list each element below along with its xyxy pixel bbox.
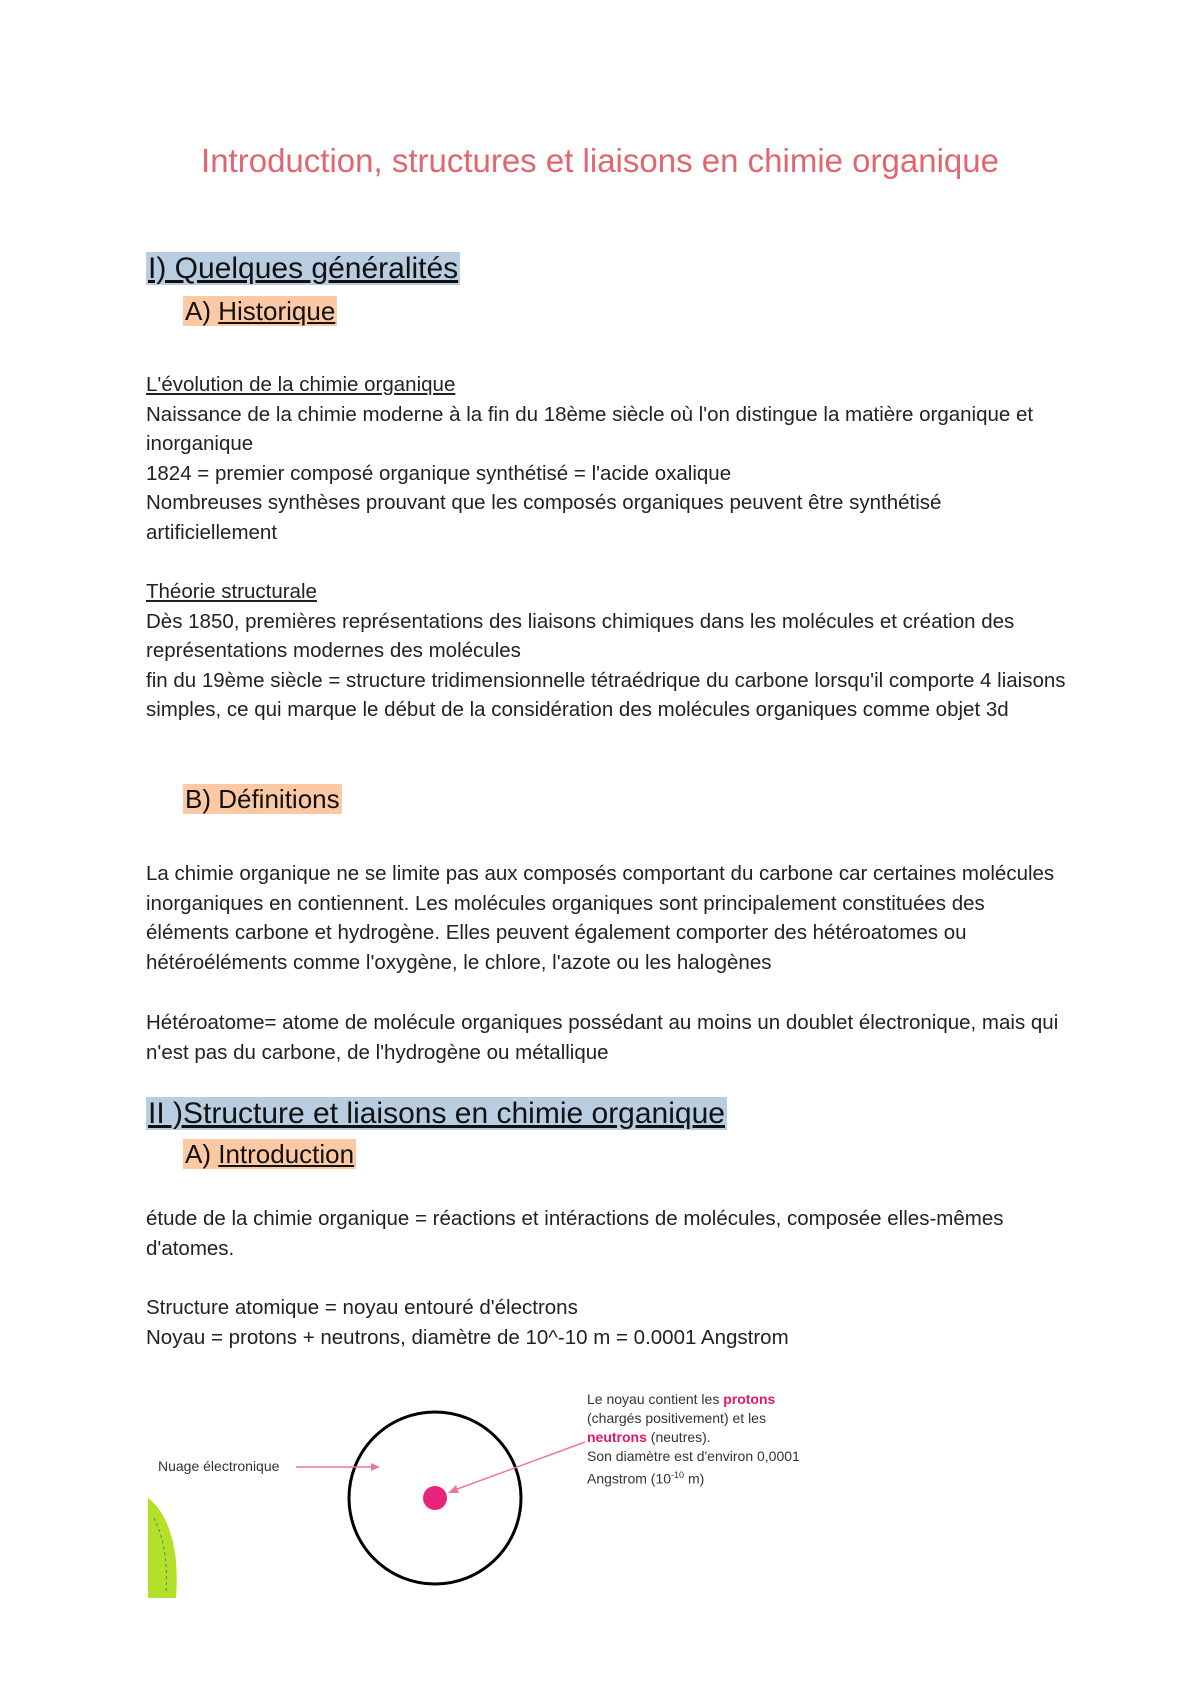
evolution-line-3: Nombreuses synthèses prouvant que les composés organiques peuvent être synthétisé artificiellement	[146, 491, 942, 544]
note-protons: protons	[723, 1391, 776, 1407]
section-2a-prefix: A)	[185, 1139, 219, 1169]
theorie-line-2: fin du 19ème siècle = structure tridimensionnelle tétraédrique du carbone lorsqu'il comporte 4 liaisons simples, ce qui marque le début de la considération des molécules organiques comme objet 3d	[146, 668, 1066, 721]
section-1-heading-text: I) Quelques généralités	[148, 252, 459, 285]
theorie-subtitle: Théorie structurale	[146, 580, 317, 603]
evolution-subtitle: L'évolution de la chimie organique	[146, 373, 456, 396]
note-text-5: m)	[684, 1470, 705, 1487]
section-1b-heading	[183, 784, 342, 815]
evolution-line-1: Naissance de la chimie moderne à la fin du 18ème siècle où l'on distingue la matière organique et inorganique	[146, 402, 1034, 455]
atom-diagram	[0, 1380, 1200, 1610]
cloud-arrow-head	[371, 1463, 380, 1471]
note-text-2: (chargés positivement) et les	[587, 1410, 766, 1426]
definitions-para-2: Hétéroatome= atome de molécule organiques possédant au moins un doublet électronique, mais qui n'est pas du carbone, de l'hydrogène ou métallique	[146, 1011, 1059, 1064]
theorie-line-1: Dès 1850, premières représentations des liaisons chimiques dans les molécules et création des représentations modernes des molécules	[146, 609, 1015, 662]
evolution-line-2: 1824 = premier composé organique synthétisé = l'acide oxalique	[146, 461, 732, 485]
atom-line-2: Noyau = protons + neutrons, diamètre de 10^-10 m = 0.0001 Angstrom	[146, 1325, 789, 1349]
section-1a-heading	[183, 296, 337, 327]
section-1-heading	[146, 252, 460, 286]
nucleus-arrow-head	[448, 1485, 459, 1493]
section-2a-label: Introduction	[218, 1139, 355, 1169]
section-2a-heading	[183, 1139, 356, 1170]
intro-para: étude de la chimie organique = réactions et intéractions de molécules, composée elles-mêmes d'atomes.	[146, 1207, 1004, 1260]
section-1b-label: B) Définitions	[185, 784, 340, 814]
note-text-4: Son diamètre est d'environ 0,0001 Angstrom (10	[587, 1448, 800, 1487]
section-1a-highlight	[183, 296, 337, 326]
document-title: Introduction, structures et liaisons en chimie organique	[201, 142, 999, 179]
note-neutrons: neutrons	[587, 1429, 647, 1445]
section-2-heading-text: II )Structure et liaisons en chimie organique	[148, 1097, 725, 1130]
section-2-heading	[146, 1097, 727, 1131]
section-1a-label: Historique	[218, 296, 336, 326]
note-text-3: (neutres).	[646, 1429, 711, 1445]
section-2a-highlight	[183, 1139, 356, 1169]
note-exponent: -10	[671, 1470, 685, 1480]
section-1a-prefix: A)	[185, 296, 219, 326]
nucleus-note	[587, 1390, 827, 1489]
evolution-block	[146, 370, 1066, 547]
cloud-label: Nuage électronique	[158, 1458, 280, 1474]
theorie-block	[146, 577, 1066, 725]
definitions-para-1: La chimie organique ne se limite pas aux composés comportant du carbone car certaines molécules inorganiques en contiennent. Les molécules organiques sont principalement constituées des éléments carbone et hydrogène. Elles peuvent également comporter des hétéroatomes ou hétéroéléments comme l'oxygène, le chlore, l'azote ou les halogènes	[146, 862, 1055, 974]
atom-line-1: Structure atomique = noyau entouré d'électrons	[146, 1296, 578, 1319]
note-text-1: Le noyau contient les	[587, 1391, 724, 1407]
leaf-decoration-icon	[148, 1498, 180, 1598]
nucleus-dot	[423, 1486, 447, 1510]
atom-block	[146, 1293, 1066, 1352]
